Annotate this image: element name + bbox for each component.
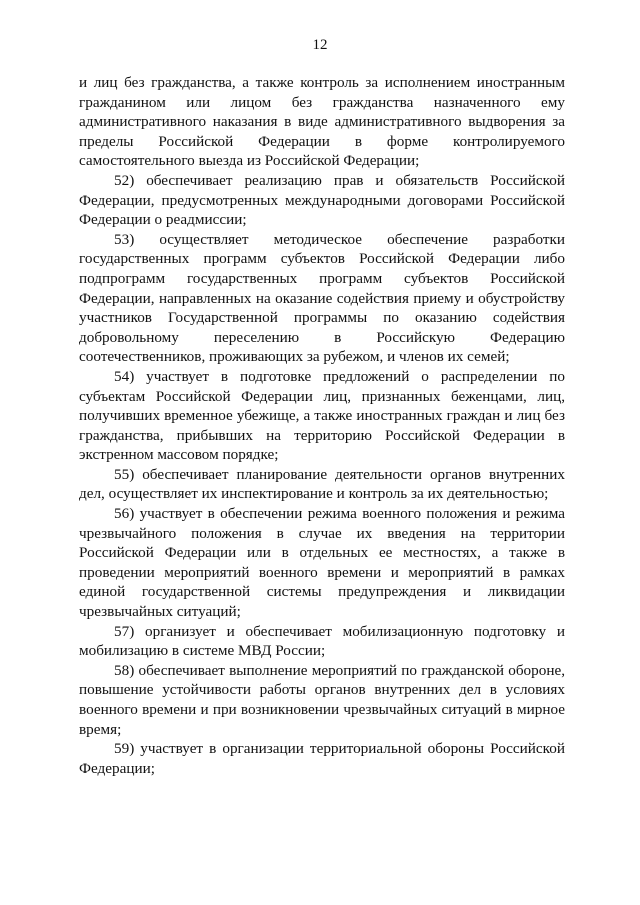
document-body — [79, 73, 565, 778]
paragraph-item-52: 52) обеспечивает реализацию прав и обязательств Российской Федерации, предусмотренных международными договорами Российской Федерации о реадмиссии; — [79, 171, 565, 229]
paragraph-item-53: 53) осуществляет методическое обеспечение разработки государственных программ субъектов Российской Федерации либо подпрограмм государственных программ субъектов Российской Федерации, направленных на оказание содействия приему и обустройству участников Государственной программы по оказанию содействия добровольному переселению в Российскую Федерацию соотечественников, проживающих за рубежом, и членов их семей; — [79, 230, 565, 366]
paragraph-item-58: 58) обеспечивает выполнение мероприятий по гражданской обороне, повышение устойчивости работы органов внутренних дел в условиях военного времени и при возникновении чрезвычайных ситуаций в мирное время; — [79, 661, 565, 738]
page-number: 12 — [312, 37, 328, 53]
paragraph-item-59: 59) участвует в организации территориальной обороны Российской Федерации; — [79, 740, 565, 777]
paragraph-item-55: 55) обеспечивает планирование деятельности органов внутренних дел, осуществляет их инспектирование и контроль за их деятельностью; — [79, 465, 565, 503]
paragraph-continuation: и лиц без гражданства, а также контроль за исполнением иностранным гражданином или лицом без гражданства назначенного ему административного наказания в виде административного выдворения за пределы Российской Федерации в форме контролируемого самостоятельного выезда из Российской Федерации; — [79, 74, 565, 170]
paragraph-item-57: 57) организует и обеспечивает мобилизационную подготовку и мобилизацию в системе МВД России; — [79, 622, 565, 660]
paragraph-item-54: 54) участвует в подготовке предложений о распределении по субъектам Российской Федерации лиц, признанных беженцами, лиц, получивших временное убежище, а также иностранных граждан и лиц без гражданства, прибывших на территорию Российской Федерации в экстренном массовом порядке; — [79, 367, 565, 464]
paragraph-item-56: 56) участвует в обеспечении режима военного положения и режима чрезвычайного положения в случае их введения на территории Российской Федерации или в отдельных ее местностях, а также в проведении мероприятий военного времени и мероприятий в рамках единой государственной системы предупреждения и ликвидации чрезвычайных ситуаций; — [79, 505, 565, 621]
